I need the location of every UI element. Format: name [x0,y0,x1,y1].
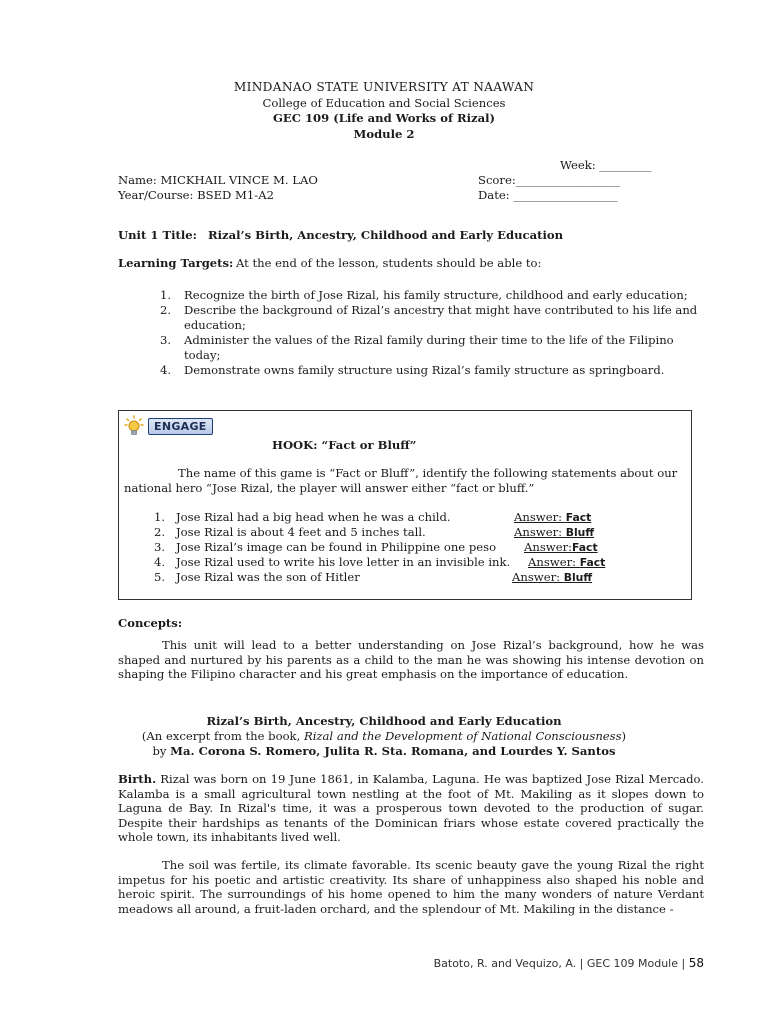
item-number: 2. [154,525,166,539]
item-number: 3. [160,333,172,347]
answer-value: Fact [572,541,598,554]
answer-value: Fact [565,511,592,524]
item-number: 4. [160,363,172,377]
item-text: Demonstrate owns family structure using Rizal’s family structure as springboard. [184,363,665,377]
statement-text: Jose Rizal had a big head when he was a child. [176,510,451,524]
list-item [154,510,654,525]
learning-targets-list [160,288,700,378]
course-title: GEC 109 (Life and Works of Rizal) [272,111,496,125]
answer-label: Answer: [514,510,566,524]
student-name: Name: MICKHAIL VINCE M. LAO [118,173,318,187]
item-text: Recognize the birth of Jose Rizal, his family structure, childhood and early education; [184,288,688,302]
list-item [160,333,700,363]
answer-value: Fact [579,556,606,569]
module-number: Module 2 [353,127,415,141]
list-item [154,525,654,540]
fact-or-bluff-list [154,510,654,585]
article-authors: Ma. Corona S. Romero, Julita R. Sta. Romana, and Lourdes Y. Santos [170,744,616,758]
statement-text: Jose Rizal is about 4 feet and 5 inches tall. [176,525,426,539]
item-text: Administer the values of the Rizal family during their time to the life of the Filipino today; [184,333,674,362]
answer-label: Answer: [524,540,573,554]
page-number: 58 [688,956,704,970]
list-item [160,363,700,378]
soil-paragraph: The soil was fertile, its climate favorable. Its scenic beauty gave the young Rizal the right impetus for his poetic and artistic creativity. Its share of unhappiness also shaped his noble and heroic spirit. The surroundings of his home opened to him the many wonders of nature Verdant meadows all around, a fruit-laden orchard, and the splendour of Mt. Makiling in the distance - [118,858,704,916]
list-item [154,540,654,555]
date-field: Date: __________________ [478,188,618,202]
footer-authors: Batoto, R. and Vequizo, A. | GEC 109 Module | [433,957,686,970]
answer-value: Bluff [563,571,593,584]
hook-title: HOOK: “Fact or Bluff” [272,438,417,452]
by-label: by [152,744,171,758]
learning-targets-label: Learning Targets: [118,256,234,270]
statement-text: Jose Rizal was the son of Hitler [176,570,360,584]
answer [528,555,605,570]
article-excerpt-note [0,729,768,744]
game-description: The name of this game is “Fact or Bluff”, identify the following statements about our national hero “Jose Rizal, the player will answer either “fact or bluff.” [124,466,678,495]
answer-label: Answer: [514,525,566,539]
book-title: Rizal and the Development of National Consciousness [303,729,622,743]
list-item [160,288,700,303]
list-item [154,570,654,585]
unit-title: Rizal’s Birth, Ancestry, Childhood and Early Education [208,228,564,242]
concepts-label: Concepts: [118,616,183,630]
unit-label: Unit 1 Title: [118,228,197,242]
article-byline [0,744,768,759]
item-number: 1. [160,288,172,302]
answer [512,570,592,585]
year-course: Year/Course: BSED M1-A2 [118,188,274,202]
engage-badge: ENGAGE [148,418,213,435]
item-text: Describe the background of Rizal’s ancestry that might have contributed to his life and education; [184,303,698,332]
excerpt-prefix: (An excerpt from the book, [141,729,304,743]
item-number: 5. [154,570,166,584]
answer [524,540,598,555]
answer-value: Bluff [565,526,595,539]
list-item [154,555,654,570]
item-number: 4. [154,555,166,569]
answer-label: Answer: [528,555,580,569]
item-number: 1. [154,510,166,524]
week-field: Week: _________ [560,158,652,172]
answer [514,525,594,540]
item-number: 2. [160,303,172,317]
university-name: MINDANAO STATE UNIVERSITY AT NAAWAN [233,80,535,94]
birth-label: Birth. [118,772,157,786]
concepts-text: This unit will lead to a better understanding on Jose Rizal’s background, how he was shaped and nurtured by his parents as a child to the man he was showing his intense devotion on shaping the Filipino character and his great emphasis on the importance of education. [118,638,704,682]
item-number: 3. [154,540,166,554]
birth-paragraph [118,772,704,845]
answer [514,510,591,525]
page-footer [434,956,704,970]
excerpt-suffix: ) [621,729,627,743]
article-title: Rizal’s Birth, Ancestry, Childhood and Early Education [206,714,562,728]
lightbulb-icon [124,415,144,439]
answer-label: Answer: [512,570,564,584]
score-field: Score:__________________ [478,173,621,187]
birth-text: Rizal was born on 19 June 1861, in Kalamba, Laguna. He was baptized Jose Rizal Mercado. Kalamba is a small agricultural town nestling at the foot of Mt. Makiling as it slopes down to Laguna de Bay. In Rizal's time, it was a prosperous town devoted to the production of sugar. Despite their hardships as tenants of the Dominican friars whose estate covered practically the whole town, its inhabitants lived well. [118,772,704,845]
statement-text: Jose Rizal used to write his love letter in an invisible ink. [176,555,511,569]
statement-text: Jose Rizal’s image can be found in Philippine one peso [176,540,497,554]
college-name: College of Education and Social Sciences [262,96,506,110]
learning-targets-intro: At the end of the lesson, students should be able to: [236,256,542,270]
list-item [160,303,700,333]
